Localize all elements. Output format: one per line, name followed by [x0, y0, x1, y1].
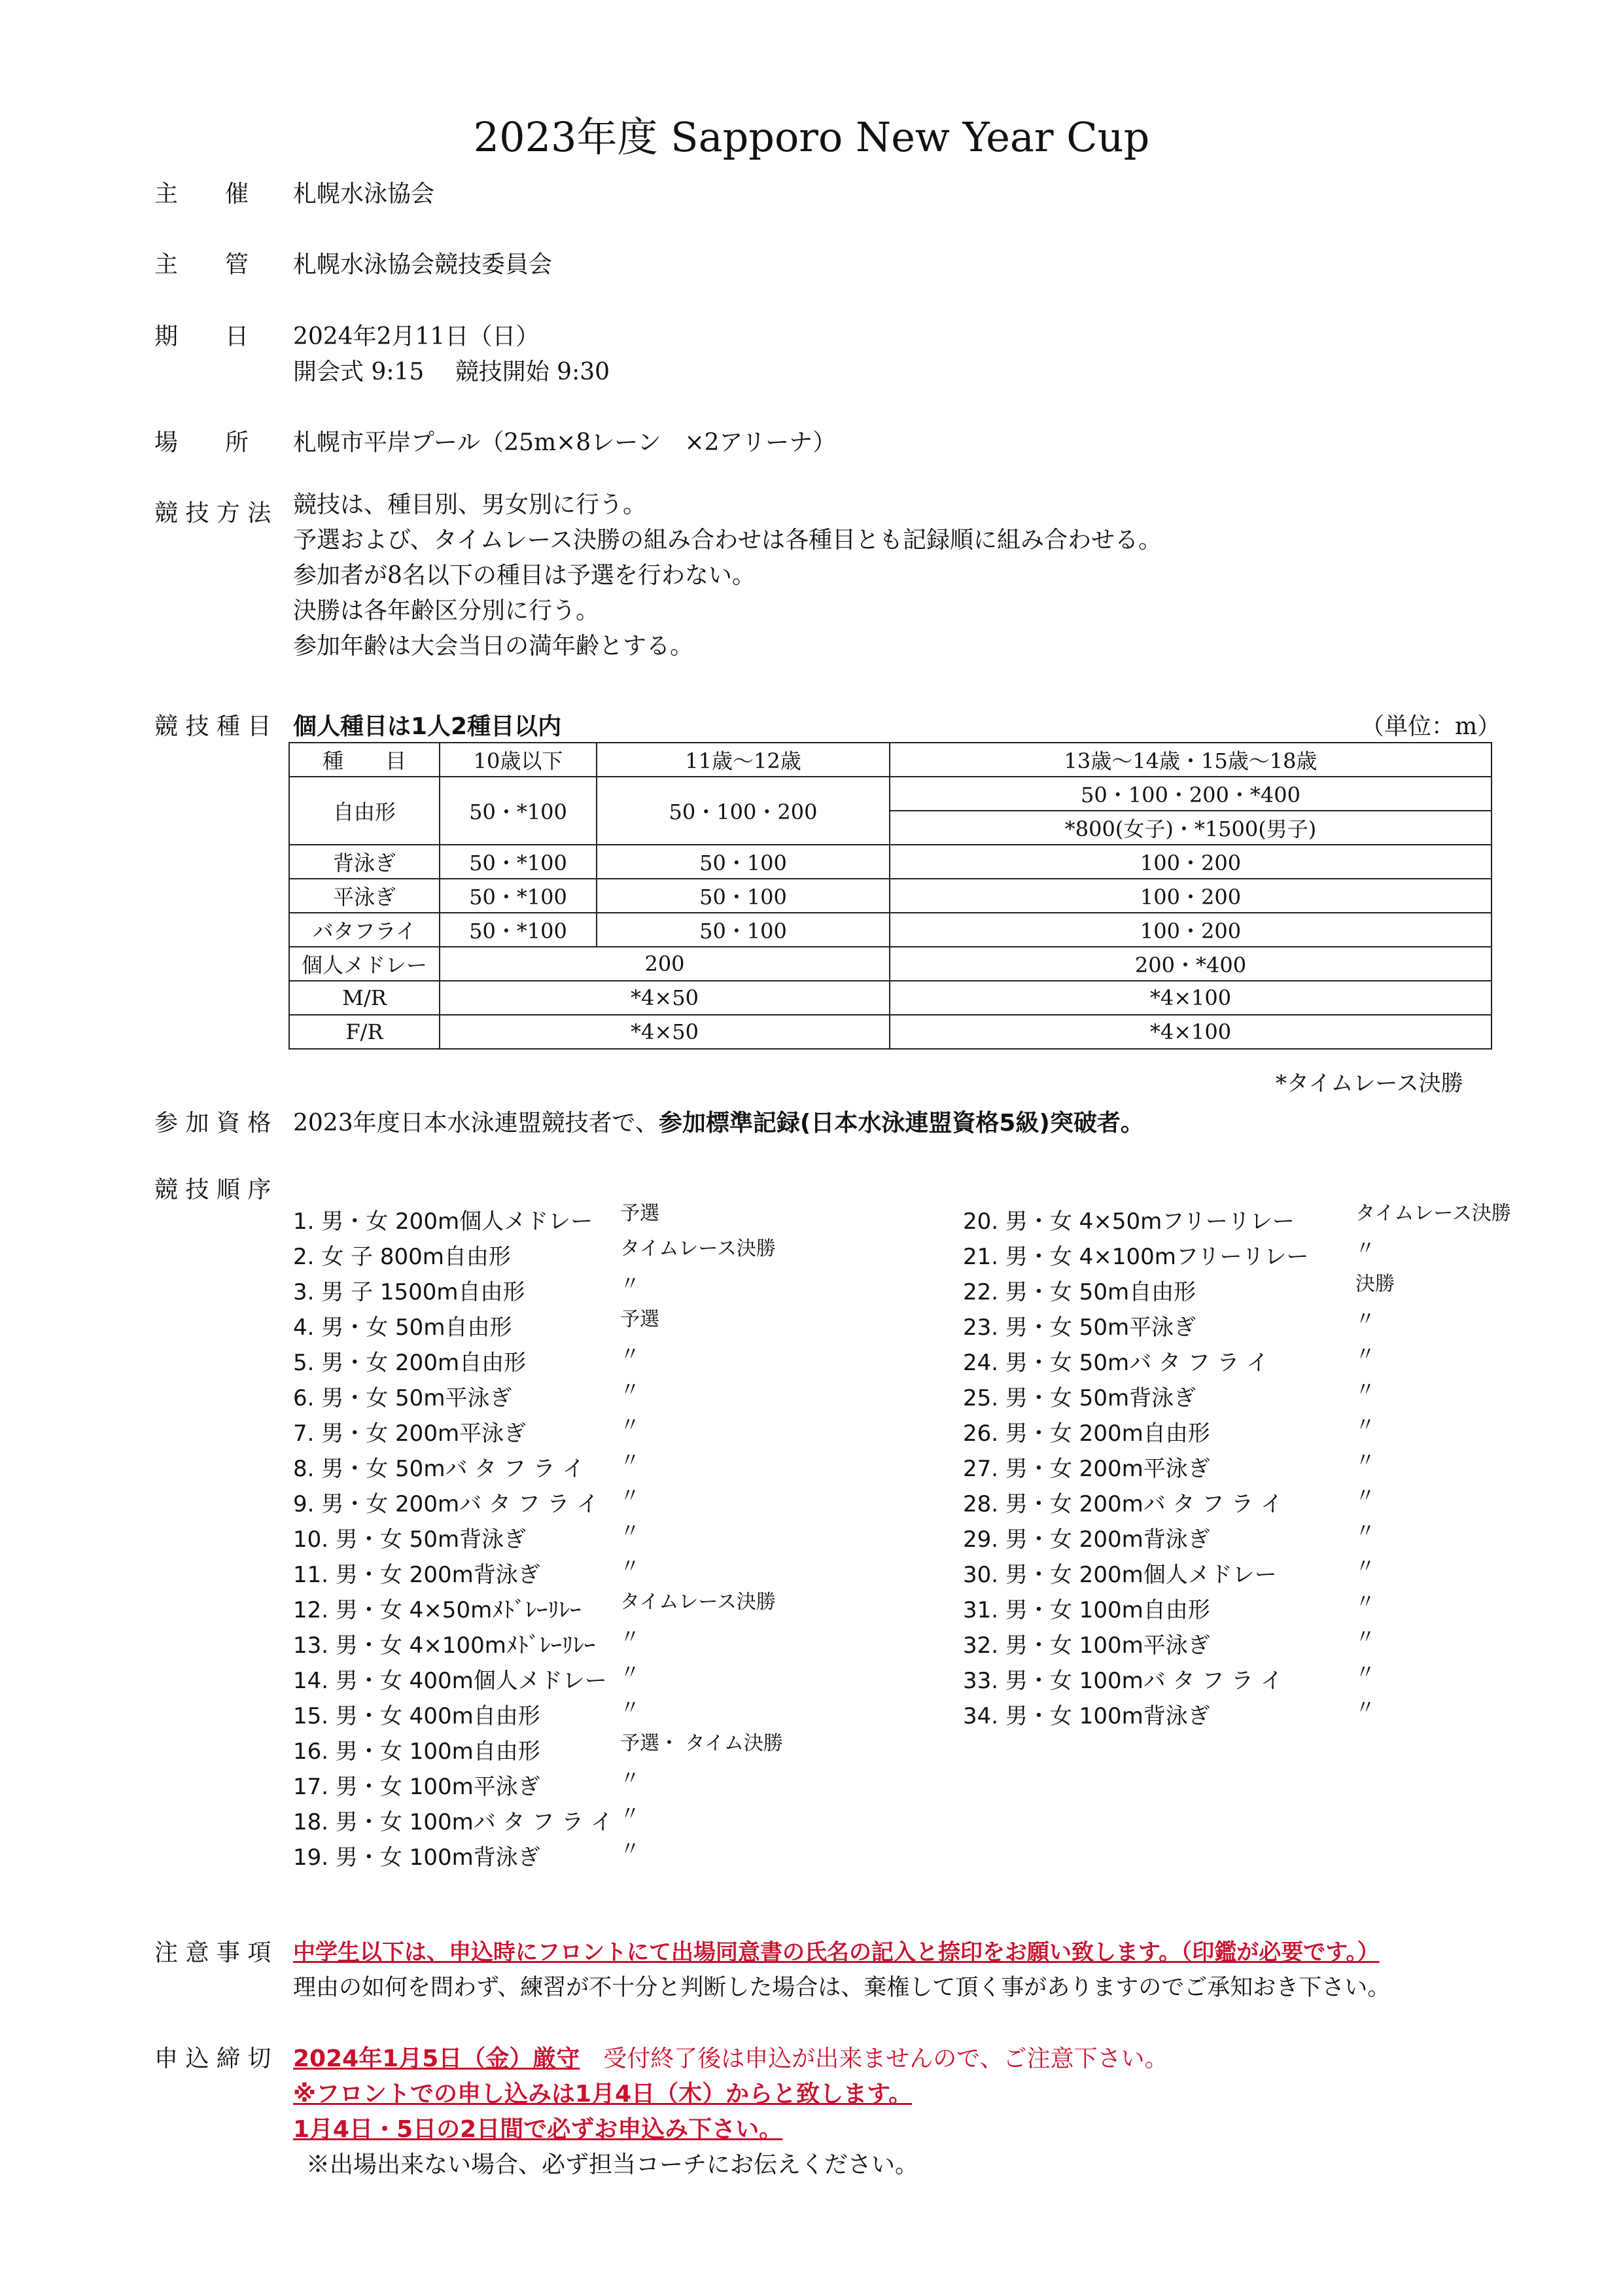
table-header-cell: 10歳以下 [440, 743, 597, 777]
order-item-round: 〃 [1355, 1449, 1375, 1472]
order-item-name: 14. 男・女 400m個人メドレー [293, 1668, 607, 1694]
table-cell: M/R [289, 981, 440, 1015]
order-item-round: 〃 [620, 1661, 640, 1684]
table-row [289, 981, 1492, 1015]
table-row [289, 845, 1492, 879]
table-row [289, 777, 1492, 811]
order-item [293, 1416, 829, 1451]
date-line1: 2024年2月11日（日） [293, 323, 540, 350]
order-item [963, 1557, 1512, 1593]
order-item-round: 〃 [1355, 1591, 1375, 1614]
order-item-name: 15. 男・女 400m自由形 [293, 1703, 540, 1729]
order-item-name: 5. 男・女 200m自由形 [293, 1350, 527, 1376]
sponsor-label: 主 催 [154, 181, 249, 207]
order-item [963, 1487, 1512, 1522]
table-row [289, 1015, 1492, 1049]
order-item-round: 〃 [1355, 1661, 1375, 1684]
order-item-round: 〃 [620, 1838, 640, 1861]
order-item-round: 〃 [1355, 1237, 1375, 1260]
order-item-round: 〃 [1355, 1379, 1375, 1402]
order-item [293, 1381, 829, 1416]
order-item-round: 〃 [1355, 1555, 1375, 1578]
method-line: 競技は、種目別、男女別に行う。 [293, 491, 647, 518]
deadline-line4: ※出場出来ない場合、必ず担当コーチにお伝えください。 [306, 2151, 919, 2178]
order-item-round: 〃 [1355, 1414, 1375, 1437]
order-item-round: 〃 [620, 1414, 640, 1437]
order-item [963, 1522, 1512, 1557]
order-item-name: 29. 男・女 200m背泳ぎ [963, 1527, 1210, 1553]
order-item [293, 1522, 829, 1557]
order-item-round: 〃 [620, 1697, 640, 1720]
table-cell: *4×100 [890, 1015, 1492, 1049]
table-row [289, 947, 1492, 981]
order-item [293, 1345, 829, 1381]
order-item-round: タイムレース決勝 [1355, 1202, 1511, 1225]
order-item-name: 1. 男・女 200m個人メドレー [293, 1209, 593, 1235]
order-item-name: 33. 男・女 100mバ タ フ ラ イ [963, 1668, 1283, 1694]
method-line: 決勝は各年齢区分別に行う。 [293, 597, 600, 624]
order-item-name: 22. 男・女 50m自由形 [963, 1279, 1196, 1305]
qualification-plain: 2023年度日本水泳連盟競技者で、 [293, 1110, 659, 1137]
order-item [293, 1310, 829, 1345]
table-cell: *4×100 [890, 981, 1492, 1015]
table-row [289, 913, 1492, 947]
order-item [293, 1769, 829, 1805]
method-line: 予選および、タイムレース決勝の組み合わせは各種目とも記録順に組み合わせる。 [293, 527, 1162, 554]
date-line2: 開会式 9:15 競技開始 9:30 [293, 359, 610, 385]
order-item-round: 〃 [1355, 1308, 1375, 1331]
notes-line1: 中学生以下は、申込時にフロントにて出場同意書の氏名の記入と捺印をお願い致します。（印鑑が必要です。） [293, 1939, 1380, 1966]
order-label: 競 技 順 序 [154, 1176, 271, 1203]
table-cell: 個人メドレー [289, 947, 440, 981]
deadline-line1 [293, 2040, 1168, 2074]
order-item-name: 10. 男・女 50m背泳ぎ [293, 1527, 527, 1553]
order-item-round: タイムレース決勝 [620, 1591, 776, 1614]
table-cell: *4×50 [440, 981, 890, 1015]
table-cell: 背泳ぎ [289, 845, 440, 879]
table-cell: 50・100・200・*400 [890, 777, 1492, 811]
order-item [293, 1487, 829, 1522]
notes-line2: 理由の如何を問わず、練習が不十分と判断した場合は、棄権して頂く事がありますのでご承知おき下さい。 [293, 1975, 1391, 2001]
table-cell: 50・100・200 [597, 777, 890, 845]
order-item-round: 〃 [1355, 1626, 1375, 1649]
page-title: 2023年度 Sapporo New Year Cup [473, 113, 1150, 161]
order-item [293, 1734, 829, 1769]
order-item-name: 2. 女 子 800m自由形 [293, 1244, 511, 1270]
manager-value: 札幌水泳協会競技委員会 [293, 251, 553, 278]
order-list-left [293, 1204, 829, 1875]
table-header-row [289, 743, 1492, 777]
order-item-name: 9. 男・女 200mバ タ フ ラ イ [293, 1491, 599, 1517]
order-item-name: 8. 男・女 50mバ タ フ ラ イ [293, 1456, 585, 1482]
order-item-round: 〃 [620, 1449, 640, 1472]
table-cell: 100・200 [890, 913, 1492, 947]
order-item-round: 〃 [620, 1379, 640, 1402]
order-item-round: 〃 [1355, 1697, 1375, 1720]
order-item [963, 1310, 1512, 1345]
manager-label: 主 管 [154, 251, 249, 278]
qualification-text [293, 1104, 1144, 1138]
order-item-round: 〃 [620, 1485, 640, 1508]
table-cell: 50・100 [597, 913, 890, 947]
notes-label: 注 意 事 項 [154, 1939, 271, 1966]
table-cell: 100・200 [890, 845, 1492, 879]
order-item [963, 1663, 1512, 1699]
order-item-name: 23. 男・女 50m平泳ぎ [963, 1315, 1196, 1341]
events-unit: （単位：m） [1361, 713, 1501, 740]
table-header-cell: 種 目 [289, 743, 440, 777]
order-item-round: 〃 [1355, 1485, 1375, 1508]
order-item-name: 13. 男・女 4×100mﾒﾄﾞﾚｰﾘﾚｰ [293, 1633, 595, 1659]
order-item-name: 7. 男・女 200m平泳ぎ [293, 1421, 527, 1447]
method-lines [293, 487, 1162, 664]
table-cell: 50・*100 [440, 777, 597, 845]
date-label: 期 日 [154, 323, 249, 350]
order-item-name: 18. 男・女 100mバ タ フ ラ イ [293, 1809, 613, 1835]
order-item-round: 予選 [620, 1202, 659, 1225]
table-cell: 50・100 [597, 879, 890, 913]
table-cell: 50・100 [597, 845, 890, 879]
order-item [963, 1628, 1512, 1663]
table-cell: 自由形 [289, 777, 440, 845]
deadline-line3: 1月4日・5日の2日間で必ずお申込み下さい。 [293, 2116, 783, 2143]
table-row [289, 879, 1492, 913]
order-item [963, 1699, 1512, 1734]
events-heading: 個人種目は1人2種目以内 [293, 713, 562, 740]
order-item-round: 〃 [1355, 1343, 1375, 1366]
order-item-name: 21. 男・女 4×100mフリーリレー [963, 1244, 1309, 1270]
order-item-round: 予選 [620, 1308, 659, 1331]
venue-label: 場 所 [154, 429, 249, 456]
order-list-right [963, 1204, 1512, 1734]
table-cell: バタフライ [289, 913, 440, 947]
table-cell: 100・200 [890, 879, 1492, 913]
method-label: 競 技 方 法 [154, 500, 271, 527]
order-item-round: 〃 [620, 1626, 640, 1649]
order-item-name: 11. 男・女 200m背泳ぎ [293, 1562, 540, 1588]
order-item-round: 〃 [620, 1767, 640, 1790]
order-item [963, 1204, 1512, 1239]
order-item [963, 1593, 1512, 1628]
order-item-name: 4. 男・女 50m自由形 [293, 1315, 512, 1341]
order-item [963, 1381, 1512, 1416]
order-item-name: 32. 男・女 100m平泳ぎ [963, 1633, 1210, 1659]
order-item [963, 1416, 1512, 1451]
order-item [293, 1628, 829, 1663]
order-item [293, 1275, 829, 1310]
deadline-label: 申 込 締 切 [154, 2045, 271, 2072]
deadline-date: 2024年1月5日（金）厳守 [293, 2045, 580, 2072]
order-item [293, 1239, 829, 1275]
order-item-name: 6. 男・女 50m平泳ぎ [293, 1385, 512, 1411]
order-item-round: 〃 [620, 1803, 640, 1826]
order-item-name: 12. 男・女 4×50mﾒﾄﾞﾚｰﾘﾚｰ [293, 1597, 582, 1623]
order-item-name: 17. 男・女 100m平泳ぎ [293, 1774, 540, 1800]
table-cell: 50・*100 [440, 845, 597, 879]
sponsor-value: 札幌水泳協会 [293, 181, 435, 207]
order-item-name: 16. 男・女 100m自由形 [293, 1739, 540, 1765]
order-item-round: 〃 [620, 1555, 640, 1578]
events-label: 競 技 種 目 [154, 713, 271, 740]
order-item-round: 〃 [620, 1520, 640, 1543]
table-header-cell: 11歳～12歳 [597, 743, 890, 777]
table-cell: 200 [440, 947, 890, 981]
order-item [293, 1593, 829, 1628]
table-cell: 200・*400 [890, 947, 1492, 981]
order-item-name: 27. 男・女 200m平泳ぎ [963, 1456, 1210, 1482]
order-item-name: 19. 男・女 100m背泳ぎ [293, 1845, 540, 1871]
order-item [293, 1451, 829, 1487]
method-line: 参加年齢は大会当日の満年齢とする。 [293, 633, 694, 660]
venue-value: 札幌市平岸プール（25m×8レーン ×2アリーナ） [293, 429, 837, 456]
table-cell: *800(女子)・*1500(男子) [890, 811, 1492, 845]
qualification-label: 参 加 資 格 [154, 1110, 271, 1137]
events-table [288, 742, 1492, 1050]
order-item-round: 〃 [620, 1273, 640, 1296]
deadline-line2: ※フロントでの申し込みは1月4日（木）からと致します。 [293, 2081, 913, 2108]
table-cell: 50・*100 [440, 879, 597, 913]
order-item-round: 〃 [620, 1343, 640, 1366]
table-cell: 平泳ぎ [289, 879, 440, 913]
order-item-name: 3. 男 子 1500m自由形 [293, 1279, 525, 1305]
order-item-name: 26. 男・女 200m自由形 [963, 1421, 1210, 1447]
order-item-name: 25. 男・女 50m背泳ぎ [963, 1385, 1196, 1411]
deadline-date-note: 受付終了後は申込が出来ませんので、ご注意下さい。 [580, 2045, 1168, 2072]
events-footnote: *タイムレース決勝 [1276, 1070, 1463, 1097]
table-cell: F/R [289, 1015, 440, 1049]
order-item-name: 34. 男・女 100m背泳ぎ [963, 1703, 1210, 1729]
order-item-name: 20. 男・女 4×50mフリーリレー [963, 1209, 1295, 1235]
order-item-round: 〃 [1355, 1520, 1375, 1543]
order-item-name: 28. 男・女 200mバ タ フ ラ イ [963, 1491, 1283, 1517]
method-line: 参加者が8名以下の種目は予選を行わない。 [293, 562, 756, 589]
order-item [293, 1663, 829, 1699]
order-item-name: 31. 男・女 100m自由形 [963, 1597, 1210, 1623]
order-item-name: 24. 男・女 50mバ タ フ ラ イ [963, 1350, 1269, 1376]
order-item [293, 1805, 829, 1840]
order-item [293, 1840, 829, 1875]
order-item-name: 30. 男・女 200m個人メドレー [963, 1562, 1277, 1588]
order-item [963, 1275, 1512, 1310]
table-cell: 50・*100 [440, 913, 597, 947]
table-header-cell: 13歳～14歳・15歳～18歳 [890, 743, 1492, 777]
table-cell: *4×50 [440, 1015, 890, 1049]
order-item [963, 1239, 1512, 1275]
order-item-round: 決勝 [1355, 1273, 1395, 1296]
order-item [963, 1451, 1512, 1487]
order-item-round: 予選・ タイム決勝 [620, 1732, 783, 1755]
order-item-round: タイムレース決勝 [620, 1237, 776, 1260]
order-item [963, 1345, 1512, 1381]
qualification-bold: 参加標準記録(日本水泳連盟資格5級)突破者。 [658, 1110, 1144, 1137]
